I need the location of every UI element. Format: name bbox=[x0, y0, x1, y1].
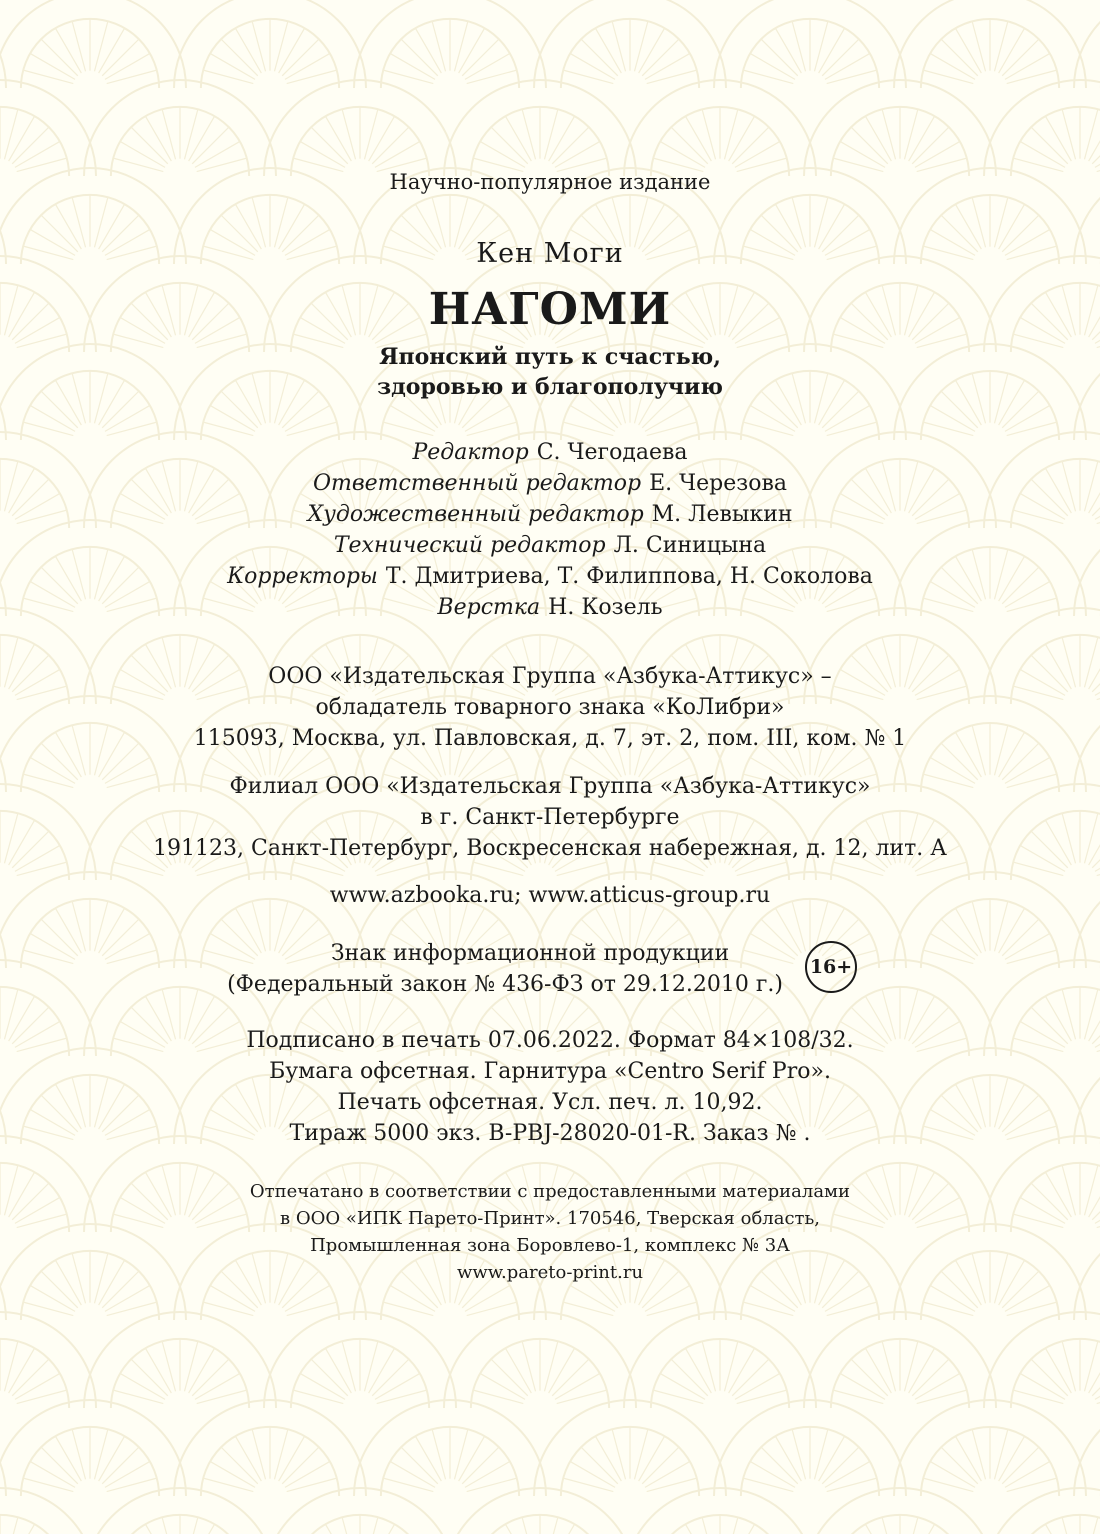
print-paper-font: Бумага офсетная. Гарнитура «Centro Serif Pro». bbox=[269, 1059, 831, 1084]
publisher-websites: www.azbooka.ru; www.atticus-group.ru bbox=[329, 883, 771, 908]
print-signed-format: Подписано в печать 07.06.2022. Формат 84×108/32. bbox=[246, 1028, 854, 1053]
credit-editor bbox=[0, 440, 1100, 465]
book-subtitle-line1: Японский путь к счастью, bbox=[379, 344, 721, 370]
branch-address: 191123, Санкт-Петербург, Воскресенская набережная, д. 12, лит. А bbox=[153, 836, 947, 861]
credit-role: Редактор bbox=[412, 440, 529, 465]
print-run-order: Тираж 5000 экз. B-PBJ-28020-01-R. Заказ № . bbox=[289, 1121, 811, 1146]
credit-role: Художественный редактор bbox=[307, 502, 644, 527]
credit-person: Е. Черезова bbox=[649, 471, 788, 496]
book-title: НАГОМИ bbox=[428, 284, 672, 335]
author-name: Кен Моги bbox=[476, 238, 624, 269]
print-sheets: Печать офсетная. Усл. печ. л. 10,92. bbox=[337, 1090, 763, 1115]
branch-name: Филиал ООО «Издательская Группа «Азбука-Аттикус» bbox=[229, 774, 871, 799]
book-subtitle-line2: здоровью и благополучию bbox=[377, 374, 723, 400]
credit-person: Л. Синицына bbox=[613, 533, 767, 558]
credit-layout bbox=[0, 595, 1100, 620]
age-rating-law: (Федеральный закон № 436-ФЗ от 29.12.2010 г.) bbox=[227, 972, 783, 997]
credit-technical-editor bbox=[0, 533, 1100, 558]
publisher-name: ООО «Издательская Группа «Азбука-Аттикус» – bbox=[268, 664, 832, 689]
credit-responsible-editor bbox=[0, 471, 1100, 496]
credit-role: Ответственный редактор bbox=[312, 471, 642, 496]
printer-address: Промышленная зона Боровлево-1, комплекс № 3А bbox=[310, 1235, 790, 1256]
printer-website: www.pareto-print.ru bbox=[456, 1262, 644, 1283]
credit-person: М. Левыкин bbox=[651, 502, 793, 527]
credit-person: Н. Козель bbox=[548, 595, 663, 620]
credit-proofreaders bbox=[0, 564, 1100, 589]
age-rating-label: Знак информационной продукции bbox=[330, 941, 730, 966]
credit-role: Верстка bbox=[437, 595, 541, 620]
publisher-trademark: обладатель товарного знака «КоЛибри» bbox=[315, 695, 785, 720]
printer-note: Отпечатано в соответствии с предоставленными материалами bbox=[249, 1181, 851, 1202]
age-rating-badge: 16+ bbox=[805, 941, 857, 993]
credit-role: Технический редактор bbox=[333, 533, 606, 558]
publisher-address: 115093, Москва, ул. Павловская, д. 7, эт. 2, пом. III, ком. № 1 bbox=[193, 726, 907, 751]
branch-city: в г. Санкт-Петербурге bbox=[420, 805, 680, 830]
credit-person: Т. Дмитриева, Т. Филиппова, Н. Соколова bbox=[385, 564, 873, 589]
credit-art-editor bbox=[0, 502, 1100, 527]
credit-person: С. Чегодаева bbox=[536, 440, 688, 465]
genre-label: Научно-популярное издание bbox=[389, 170, 711, 194]
credit-role: Корректоры bbox=[227, 564, 378, 589]
printer-name: в ООО «ИПК Парето-Принт». 170546, Тверская область, bbox=[279, 1208, 821, 1229]
